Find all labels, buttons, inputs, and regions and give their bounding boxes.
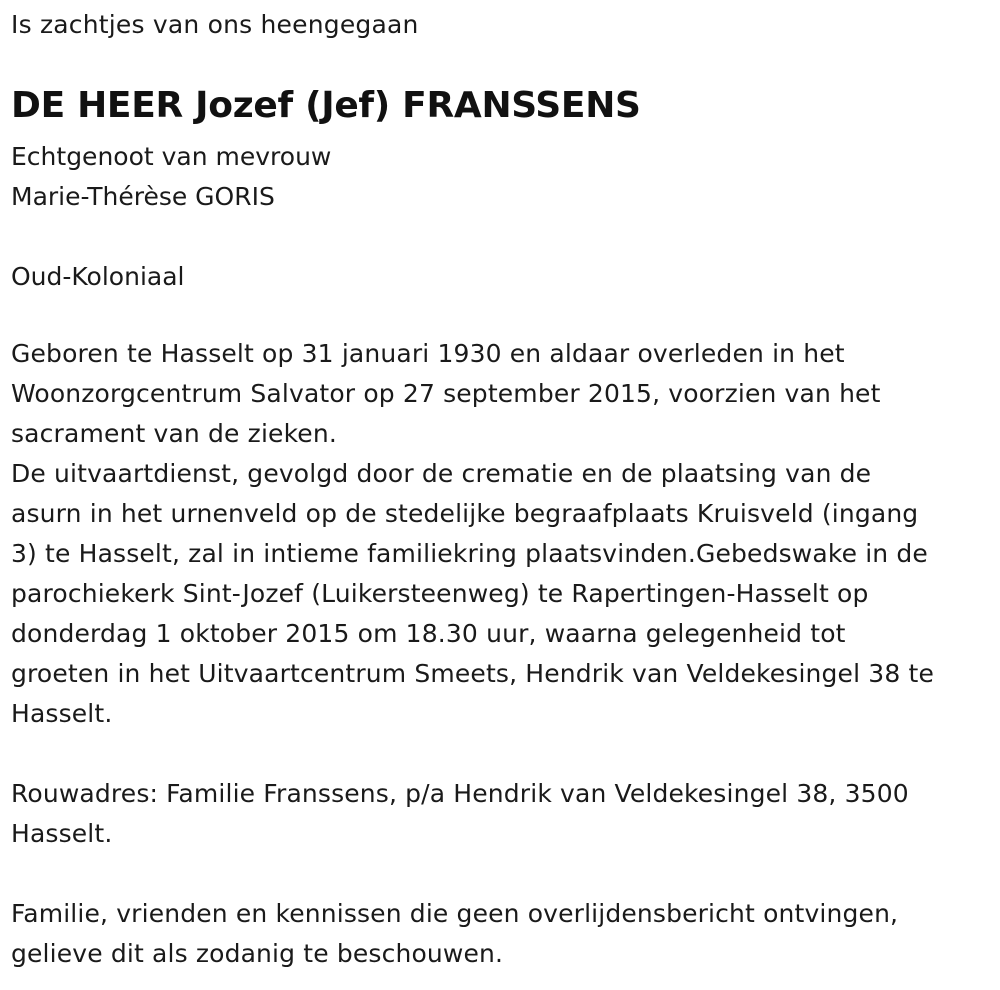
spouse-block [11, 137, 331, 217]
funeral-details [11, 334, 934, 734]
spouse-line-2: Marie-Thérèse GORIS [11, 182, 275, 211]
text-line: donderdag 1 oktober 2015 om 18.30 uur, waarna gelegenheid tot [11, 619, 846, 648]
text-line: 3) te Hasselt, zal in intieme familiekring plaatsvinden.Gebedswake in de [11, 539, 928, 568]
text-line: Geboren te Hasselt op 31 januari 1930 en aldaar overleden in het [11, 339, 845, 368]
text-line: Hasselt. [11, 819, 113, 848]
text-line: asurn in het urnenveld op de stedelijke begraafplaats Kruisveld (ingang [11, 499, 919, 528]
spouse-line-1: Echtgenoot van mevrouw [11, 142, 332, 171]
text-line: gelieve dit als zodanig te beschouwen. [11, 939, 504, 968]
text-line: De uitvaartdienst, gevolgd door de crematie en de plaatsing van de [11, 459, 872, 488]
text-line: Familie, vrienden en kennissen die geen overlijdensbericht ontvingen, [11, 899, 899, 928]
closing-note [11, 894, 898, 974]
text-line: Woonzorgcentrum Salvator op 27 september 2015, voorzien van het [11, 379, 881, 408]
text-line: Hasselt. [11, 699, 113, 728]
text-line: parochiekerk Sint-Jozef (Luikersteenweg) te Rapertingen-Hasselt op [11, 579, 869, 608]
deceased-name: DE HEER Jozef (Jef) FRANSSENS [11, 85, 641, 126]
mourning-address [11, 774, 909, 854]
text-line: sacrament van de zieken. [11, 419, 337, 448]
intro-text: Is zachtjes van ons heengegaan [11, 10, 419, 39]
deceased-title: Oud-Koloniaal [11, 262, 185, 291]
text-line: Rouwadres: Familie Franssens, p/a Hendrik van Veldekesingel 38, 3500 [11, 779, 909, 808]
text-line: groeten in het Uitvaartcentrum Smeets, Hendrik van Veldekesingel 38 te [11, 659, 934, 688]
